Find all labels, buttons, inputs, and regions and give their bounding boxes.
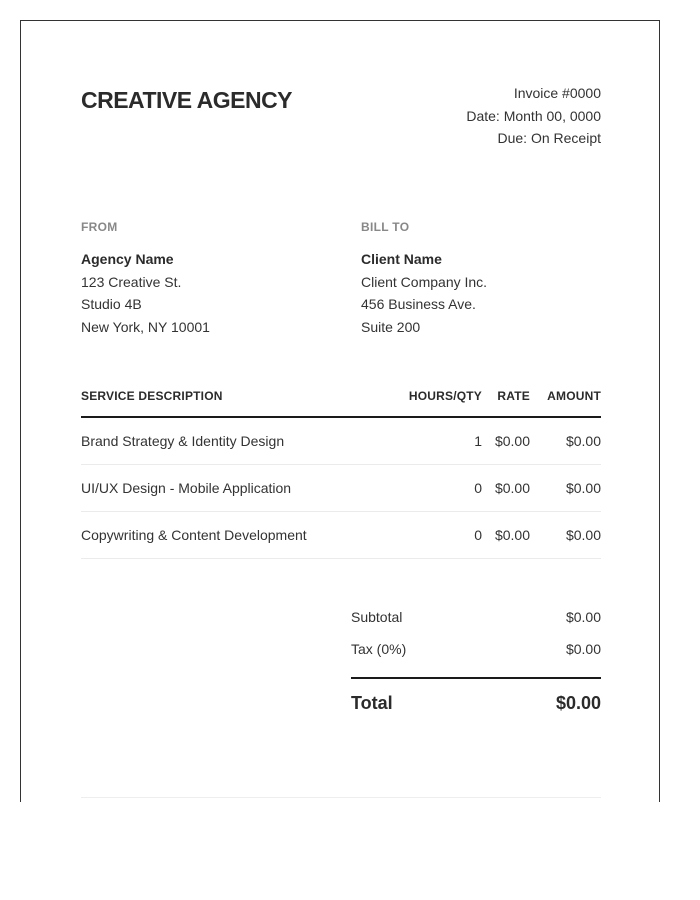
header-description: SERVICE DESCRIPTION bbox=[81, 389, 223, 403]
from-address-line: New York, NY 10001 bbox=[81, 318, 210, 335]
table-row bbox=[81, 465, 601, 512]
invoice-date: Date: Month 00, 0000 bbox=[466, 107, 601, 124]
item-description: UI/UX Design - Mobile Application bbox=[81, 480, 292, 496]
item-qty: 0 bbox=[474, 480, 482, 496]
bill-to-name: Client Name bbox=[361, 251, 442, 267]
tax-row bbox=[351, 633, 601, 665]
item-qty: 1 bbox=[474, 433, 482, 449]
item-amount: $0.00 bbox=[565, 480, 601, 496]
invoice-page bbox=[20, 20, 660, 802]
bill-to-section bbox=[361, 220, 601, 338]
line-items-table bbox=[81, 387, 601, 559]
table-header bbox=[81, 387, 601, 418]
from-section bbox=[81, 220, 321, 338]
from-address-line: 123 Creative St. bbox=[81, 273, 182, 290]
total-value: $0.00 bbox=[555, 693, 601, 713]
subtotal-row bbox=[351, 601, 601, 633]
tax-label: Tax (0%) bbox=[351, 641, 407, 657]
header-amount: AMOUNT bbox=[547, 389, 601, 403]
agency-title: CREATIVE AGENCY bbox=[81, 87, 293, 113]
item-amount: $0.00 bbox=[565, 433, 601, 449]
totals-section bbox=[351, 601, 601, 714]
from-address-line: Studio 4B bbox=[81, 296, 142, 312]
tax-value: $0.00 bbox=[565, 641, 601, 657]
item-rate: $0.00 bbox=[494, 433, 530, 449]
invoice-meta bbox=[466, 82, 601, 150]
header-qty: HOURS/QTY bbox=[408, 389, 482, 403]
invoice-due: Due: On Receipt bbox=[497, 130, 601, 146]
item-description: Copywriting & Content Development bbox=[81, 527, 307, 543]
table-row bbox=[81, 418, 601, 465]
item-amount: $0.00 bbox=[565, 527, 601, 543]
bill-to-address-line: Suite 200 bbox=[361, 318, 421, 335]
table-row bbox=[81, 512, 601, 559]
header-rate: RATE bbox=[497, 389, 530, 403]
subtotal-value: $0.00 bbox=[565, 609, 601, 625]
total-label: Total bbox=[351, 693, 393, 713]
item-rate: $0.00 bbox=[494, 480, 530, 496]
bill-to-address-line: Client Company Inc. bbox=[361, 273, 488, 290]
totals-divider bbox=[351, 677, 601, 679]
item-qty: 0 bbox=[474, 527, 482, 543]
invoice-number: Invoice #0000 bbox=[513, 85, 601, 101]
bill-to-heading: BILL TO bbox=[361, 220, 410, 234]
from-name: Agency Name bbox=[81, 251, 174, 267]
subtotal-label: Subtotal bbox=[351, 609, 403, 625]
total-row bbox=[351, 693, 601, 714]
from-heading: FROM bbox=[81, 220, 118, 234]
footer-divider bbox=[81, 797, 601, 798]
bill-to-address-line: 456 Business Ave. bbox=[361, 296, 476, 312]
item-rate: $0.00 bbox=[494, 527, 530, 543]
item-description: Brand Strategy & Identity Design bbox=[81, 433, 285, 449]
